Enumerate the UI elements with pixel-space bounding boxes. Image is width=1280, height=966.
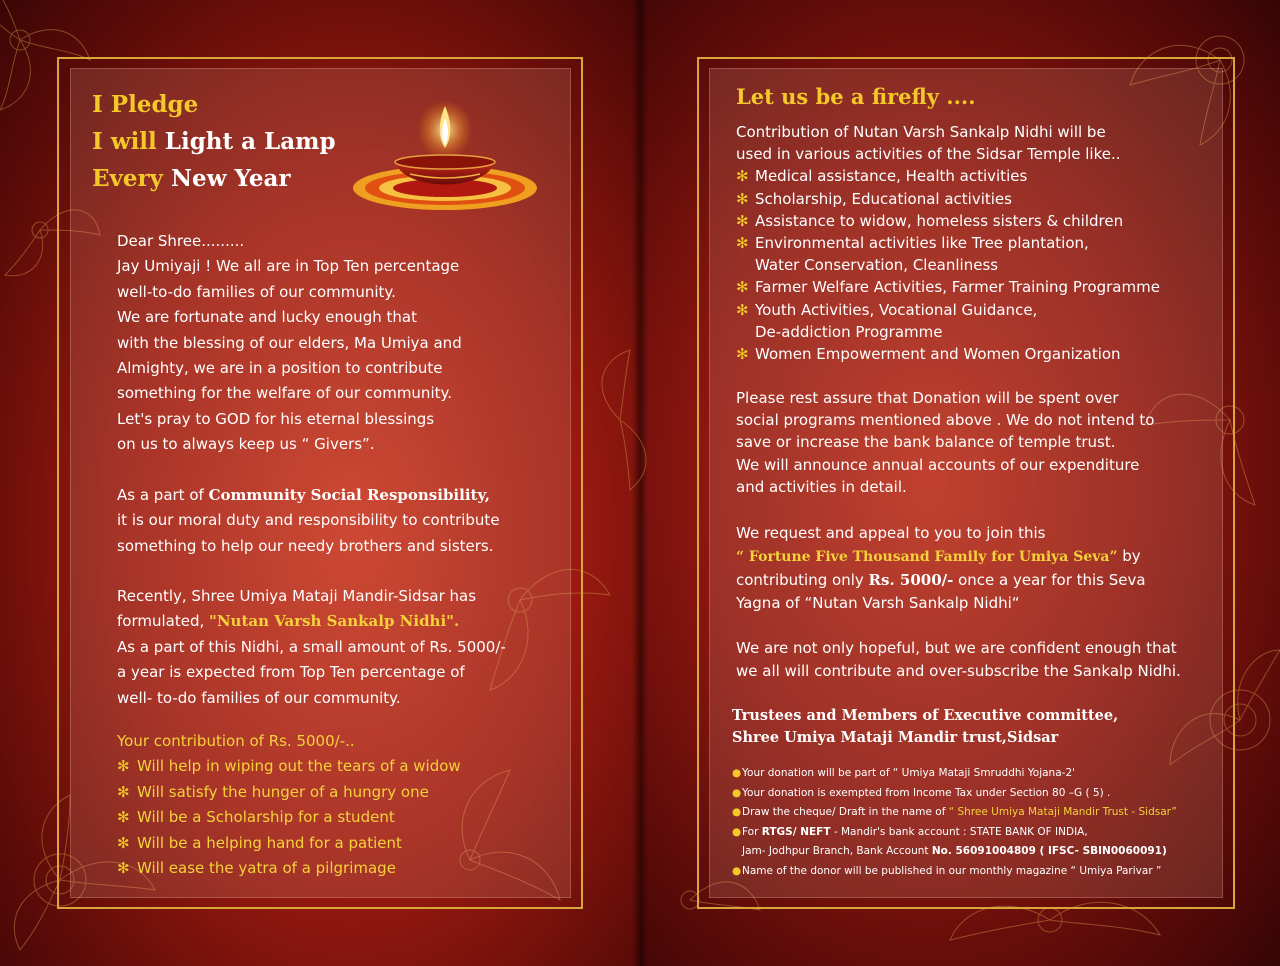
nidhi-name: "Nutan Varsh Sankalp Nidhi". xyxy=(209,612,460,631)
letter-body xyxy=(117,229,462,458)
assure-line: Please rest assure that Donation will be spent over xyxy=(736,389,1119,407)
pledge-heading xyxy=(92,86,336,197)
note-prefix: For xyxy=(742,825,762,838)
assure-line: save or increase the bank balance of temple trust. xyxy=(736,433,1116,452)
contribution-item: Will be a helping hand for a patient xyxy=(137,833,402,852)
csr-line: it is our moral duty and responsibility to contribute xyxy=(117,511,500,530)
asterisk-icon: ✻ xyxy=(736,189,749,208)
recent-prefix: formulated, xyxy=(117,612,210,631)
activity-item: Medical assistance, Health activities xyxy=(755,167,1028,186)
trust-name: “ Shree Umiya Mataji Mandir Trust - Sidsar” xyxy=(948,806,1177,819)
assurance-paragraph xyxy=(736,387,1154,498)
bullet-icon: ● xyxy=(732,864,742,877)
note-item: Your donation is exempted from Income Tax under Section 80 –G ( 5) . xyxy=(742,786,1111,799)
activity-item: Scholarship, Educational activities xyxy=(755,189,1012,208)
trustees-signature xyxy=(732,705,1118,749)
hope-line: we all will contribute and over-subscribe the Sankalp Nidhi. xyxy=(736,662,1181,680)
bullet-icon: ● xyxy=(732,806,742,819)
diya-lamp-icon xyxy=(350,100,540,215)
appeal-amount: Rs. 5000/- xyxy=(868,571,954,589)
letter-line: Almighty, we are in a position to contribute xyxy=(117,359,443,378)
contribution-item: Will satisfy the hunger of a hungry one xyxy=(137,782,429,801)
book-spine xyxy=(632,0,648,966)
note-item: Name of the donor will be published in our monthly magazine “ Umiya Parivar ” xyxy=(742,864,1162,877)
heading-i: I xyxy=(92,91,103,118)
bullet-icon: ● xyxy=(732,786,742,799)
trustees-line: Trustees and Members of Executive committee, xyxy=(732,707,1119,724)
appeal-by: by xyxy=(1117,547,1141,565)
asterisk-icon: ✻ xyxy=(736,211,749,230)
csr-paragraph xyxy=(117,483,500,559)
asterisk-icon: ✻ xyxy=(117,808,130,827)
recent-line: a year is expected from Top Ten percentage of xyxy=(117,663,465,682)
note-prefix: Draw the cheque/ Draft in the name of xyxy=(742,806,949,819)
contribution-title: Your contribution of Rs. 5000/-.. xyxy=(117,732,355,750)
asterisk-icon: ✻ xyxy=(736,167,749,186)
activity-item: Youth Activities, Vocational Guidance, xyxy=(755,300,1038,319)
rtgs-neft: RTGS/ NEFT xyxy=(761,825,831,838)
firefly-heading: Let us be a firefly .... xyxy=(736,84,976,109)
letter-line: with the blessing of our elders, Ma Umiya and xyxy=(117,333,462,352)
heading-pledge: Pledge xyxy=(110,91,199,118)
csr-bold: Community Social Responsibility, xyxy=(208,486,490,504)
letter-line: on us to always keep us “ Givers”. xyxy=(117,435,375,454)
letter-line: something for the welfare of our community. xyxy=(117,384,452,403)
csr-prefix: As a part of xyxy=(117,486,204,504)
intro-line: used in various activities of the Sidsar Temple like.. xyxy=(736,145,1121,164)
appeal-paragraph xyxy=(736,522,1146,615)
bullet-icon: ● xyxy=(732,767,742,779)
donation-notes xyxy=(732,764,1177,882)
recent-line: well- to-do families of our community. xyxy=(117,688,401,707)
heading-light-a-lamp: Light a Lamp xyxy=(164,128,336,155)
letter-line: Jay Umiyaji ! We all are in Top Ten percentage xyxy=(117,257,460,276)
asterisk-icon: ✻ xyxy=(117,782,130,801)
activity-continuation: De-addiction Programme xyxy=(755,322,943,341)
note-suffix: - Mandir's bank account : STATE BANK OF INDIA, xyxy=(830,825,1088,838)
recent-paragraph xyxy=(117,584,506,711)
asterisk-icon: ✻ xyxy=(117,757,130,776)
activity-continuation: Water Conservation, Cleanliness xyxy=(755,256,999,275)
contribution-list xyxy=(117,729,461,881)
letter-line: Let's pray to GOD for his eternal blessings xyxy=(117,409,435,428)
hope-line: We are not only hopeful, but we are confident enough that xyxy=(736,639,1177,657)
csr-line: something to help our needy brothers and sisters. xyxy=(117,536,494,555)
asterisk-icon: ✻ xyxy=(117,859,130,878)
activity-item: Assistance to widow, homeless sisters & children xyxy=(755,211,1124,230)
letter-line: We are fortunate and lucky enough that xyxy=(117,308,417,327)
asterisk-icon: ✻ xyxy=(736,345,749,364)
appeal-line: We request and appeal to you to join this xyxy=(736,524,1046,542)
appeal-contrib-prefix: contributing only xyxy=(736,571,869,589)
asterisk-icon: ✻ xyxy=(736,300,749,319)
intro-line: Contribution of Nutan Varsh Sankalp Nidhi will be xyxy=(736,123,1106,141)
letter-line: Dear Shree......... xyxy=(117,232,245,250)
heading-i-will: I will xyxy=(92,128,157,155)
bullet-icon: ● xyxy=(732,825,742,838)
recent-line: Recently, Shree Umiya Mataji Mandir-Sidsar has xyxy=(117,587,477,605)
letter-line: well-to-do families of our community. xyxy=(117,282,396,301)
heading-new-year: New Year xyxy=(171,165,291,192)
activity-item: Environmental activities like Tree plantation, xyxy=(755,234,1089,253)
activities-section xyxy=(736,121,1160,365)
contribution-item: Will ease the yatra of a pilgrimage xyxy=(137,859,396,878)
bank-account-number: No. 56091004809 ( IFSC- SBIN0060091) xyxy=(931,845,1167,858)
trustees-line: Shree Umiya Mataji Mandir trust,Sidsar xyxy=(732,729,1059,746)
appeal-line: Yagna of “Nutan Varsh Sankalp Nidhi“ xyxy=(736,594,1020,612)
note-prefix: Jam- Jodhpur Branch, Bank Account xyxy=(742,845,932,858)
asterisk-icon: ✻ xyxy=(736,278,749,297)
fortune-five-thousand: “ Fortune Five Thousand Family for Umiya Seva” xyxy=(736,549,1118,565)
activity-item: Women Empowerment and Women Organization xyxy=(755,345,1121,364)
hope-paragraph xyxy=(736,637,1181,683)
asterisk-icon: ✻ xyxy=(117,833,130,852)
appeal-contrib-suffix: once a year for this Seva xyxy=(953,571,1146,589)
note-item: Your donation will be part of “ Umiya Mataji Smruddhi Yojana-2' xyxy=(742,767,1076,779)
recent-line: As a part of this Nidhi, a small amount of Rs. 5000/- xyxy=(117,637,506,656)
assure-line: social programs mentioned above . We do not intend to xyxy=(736,411,1155,430)
contribution-item: Will help in wiping out the tears of a widow xyxy=(137,757,461,776)
asterisk-icon: ✻ xyxy=(736,234,749,253)
assure-line: and activities in detail. xyxy=(736,477,907,496)
activity-item: Farmer Welfare Activities, Farmer Training Programme xyxy=(755,278,1160,297)
heading-every: Every xyxy=(92,165,164,192)
contribution-item: Will be a Scholarship for a student xyxy=(137,808,395,827)
assure-line: We will announce annual accounts of our expenditure xyxy=(736,455,1140,474)
